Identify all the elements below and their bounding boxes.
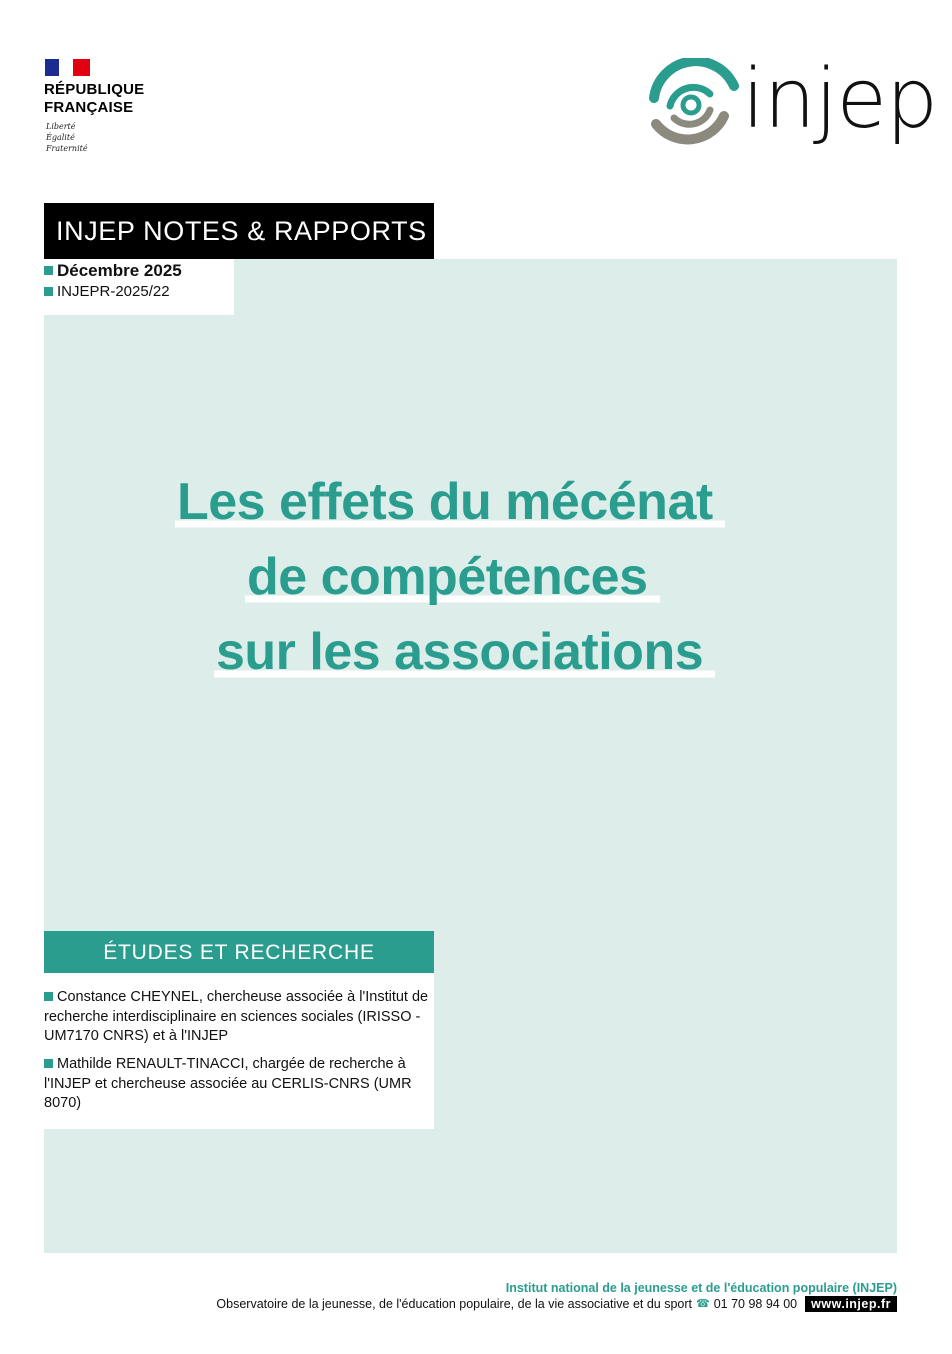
title-line-3-text: sur les associations [214,623,715,681]
republique-name-line1: RÉPUBLIQUE [44,81,145,98]
title-line-3 [214,622,715,682]
title-line-2 [245,547,660,607]
footer-description: Observatoire de la jeunesse, de l'éducation populaire, de la vie associative et du sport [216,1297,693,1311]
series-banner: INJEP NOTES & RAPPORTS [44,203,434,259]
title-line-1 [175,472,725,532]
footer-contact-line [216,1296,897,1312]
footer-institution: Institut national de la jeunesse et de l'éducation populaire (INJEP) [505,1281,897,1295]
phone-icon: ☎ [696,1298,710,1310]
publication-date-text: Décembre 2025 [57,261,182,280]
report-reference [44,283,170,301]
publication-date [44,261,182,281]
author-item [44,1055,429,1114]
republique-francaise-flag [45,59,90,76]
motto-egalite: Égalité [46,133,75,142]
bullet-square-icon [44,287,53,296]
title-line-1-text: Les effets du mécénat [175,473,725,531]
republique-francaise-name [44,81,144,117]
report-reference-text: INJEPR-2025/22 [57,283,170,300]
republique-motto [46,121,88,154]
motto-liberte: Liberté [46,122,76,131]
footer-website-link[interactable]: www.injep.fr [805,1296,897,1312]
bullet-square-icon [44,266,53,275]
bullet-square-icon [44,1059,53,1068]
injep-logo-text: injep [742,52,938,147]
bullet-square-icon [44,992,53,1001]
author-item [44,988,429,1047]
republique-name-line2: FRANÇAISE [44,99,134,116]
author-text: Mathilde RENAULT-TINACCI, chargée de recherche à l'INJEP et chercheuse associée au CERLIS-CNRS (UMR 8070) [44,1056,412,1111]
section-banner: ÉTUDES ET RECHERCHE [44,931,434,973]
motto-fraternite: Fraternité [46,144,88,153]
title-line-2-text: de compétences [245,548,660,606]
footer-phone: 01 70 98 94 00 [713,1297,798,1311]
author-text: Constance CHEYNEL, chercheuse associée à l'Institut de recherche interdisciplinaire en sciences sociales (IRISSO - UM7170 CNRS) et à l'INJEP [44,989,429,1044]
